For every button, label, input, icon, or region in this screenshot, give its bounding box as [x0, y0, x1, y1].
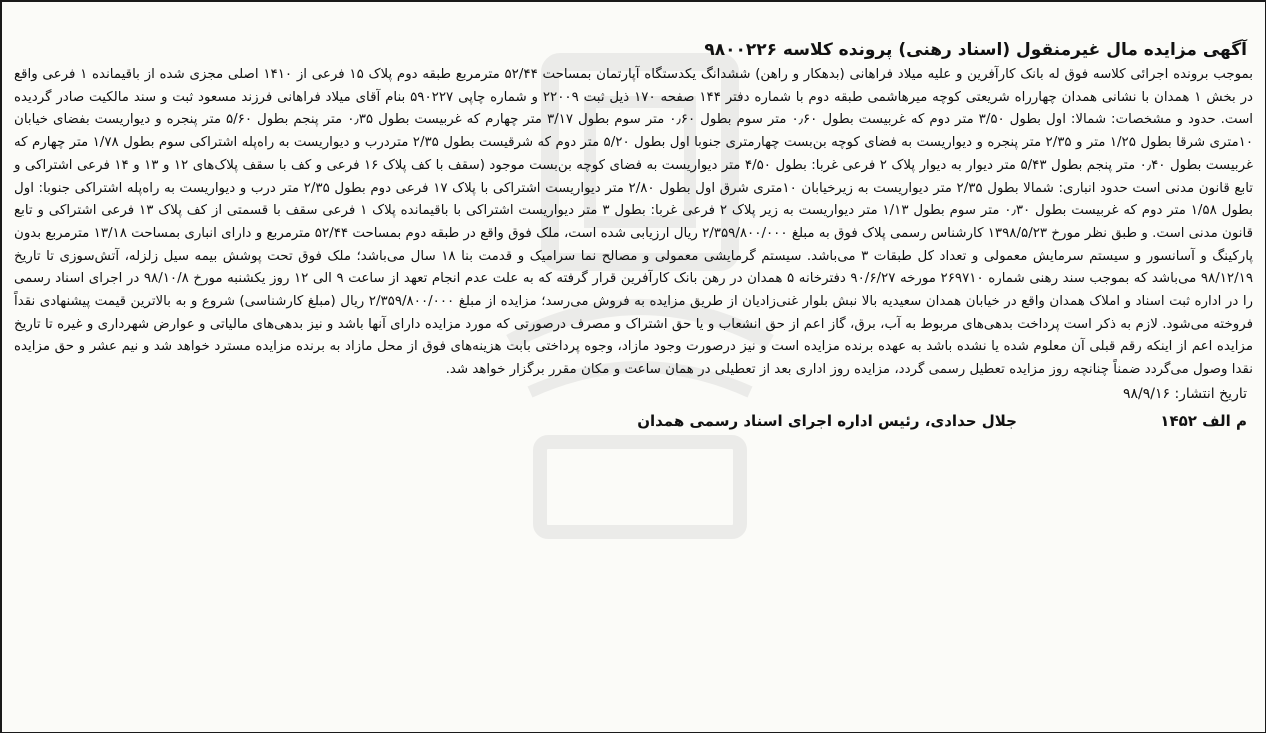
publish-date: تاریخ انتشار: ۹۸/۹/۱۶ — [1122, 385, 1247, 402]
notice-footer — [12, 407, 1255, 435]
auction-notice — [12, 36, 1255, 435]
notice-body: بموجب برونده اجرائی کلاسه فوق له بانک کارآفرین و علیه میلاد فراهانی (بدهکار و راهن) ششدانگ یکدستگاه آپارتمان بمساحت ۵۲/۴۴ مترمربع طبقه دوم پلاک ۱۵ فرعی از ۱۴۱۰ اصلی مجزی شده از باقیمانده ۱ فرعی واقع در بخش ۱ همدان با نشانی همدان چهارراه شریعتی کوچه میرهاشمی طبقه دوم با شماره دفتر ۱۴۴ صفحه ۱۷۰ ذیل ثبت ۲۲۰۰۹ و شماره چاپی ۵۹۰۲۲۷ بنام آقای میلاد فراهانی فرزند مسعود ثبت و سند مالکیت صادر گردیده است. حدود و مشخصات: شمالا: اول بطول ۳/۵۰ متر دوم که غربیست بطول ۰٫۶۰ متر سوم بطول ۰٫۶۰ متر سوم بطول ۳/۱۷ متر چهارم که غربیست بطول ۰٫۳۵ متر پنجم بطول ۵/۶۰ متر پنجره و دیواریست بفضای خیابان ۱۰متری شرقا بطول ۱/۲۵ متر و ۲/۳۵ متر پنجره و دیواریست به فضای کوچه بن‌بست چهارمتری جنوبا اول بطول ۵/۲۰ متر دوم که شرقیست بطول ۲/۳۵ متردرب و دیواریست به راه‌پله اشتراکی سوم بطول ۱/۷۸ متر چهارم که غربیست بطول ۰٫۴۰ متر پنجم بطول ۵/۴۳ متر دیوار به دیوار پلاک ۲ فرعی غربا: بطول ۴/۵۰ متر دیواریست به فضای کوچه بن‌بست موجود (سقف با کف پلاک ۱۶ فرعی و کف با سقف پلاک‌های ۱۲ و ۱۳ و ۱۴ فرعی اشتراکی و تابع قانون مدنی است حدود انباری: شمالا بطول ۲/۳۵ متر دیواریست به زیرخیابان ۱۰متری شرق اول بطول ۲/۸۰ متر دیواریست اشتراکی با پلاک ۱۷ فرعی دوم بطول ۲/۳۵ متر درب و دیواریست به راه‌پله اشتراکی جنوبا: اول بطول ۱/۵۸ متر دوم که غربیست بطول ۰٫۳۰ متر سوم بطول ۱/۱۳ متر دیواریست به زیر پلاک ۲ فرعی غربا: بطول ۳ متر دیواریست اشتراکی با باقیمانده پلاک ۱ فرعی سقف با قسمتی از کف پلاک ۱۳ فرعی اشتراکی و تابع قانون مدنی است. و طبق نظر مورخ ۱۳۹۸/۵/۲۳ کارشناس رسمی پلاک فوق به مبلغ ۲/۳۵۹/۸۰۰/۰۰۰ ریال ارزیابی شده است، ملک فوق واقع در طبقه دوم بمساحت ۵۲/۴۴ مترمربع و دارای انباری بمساحت ۱۳/۱۸ مترمربع بدون پارکینگ و آسانسور و سیستم سرمایش معمولی و تعداد کل طبقات ۳ می‌باشد. سیستم گرمایشی معمولی و مصالح نما سرامیک و قدمت بنا ۱۸ سال می‌باشد؛ ملک فوق تحت پوشش بیمه سیل زلزله، آتش‌سوزی تا تاریخ ۹۸/۱۲/۱۹ می‌باشد که بموجب سند رهنی شماره ۲۶۹۷۱۰ مورخه ۹۰/۶/۲۷ دفترخانه ۵ همدان در رهن بانک کارآفرین قرار گرفته که به علت عدم انجام تعهد از ساعت ۹ الی ۱۲ روز یکشنبه مورخ ۹۸/۱۰/۸ در اجرای اسناد رسمی را در اداره ثبت اسناد و املاک همدان واقع در خیابان همدان سعیدیه بالا نبش بلوار غنی‌زادیان از طریق مزایده به فروش می‌رسد؛ مزایده از مبلغ ۲/۳۵۹/۸۰۰/۰۰۰ ریال (مبلغ کارشناسی) شروع و به بالاترین قیمت پیشنهادی نقداً فروخته می‌شود. لازم به ذکر است پرداخت بدهی‌های مربوط به آب، برق، گاز اعم از حق انشعاب و یا حق اشتراک و مصرف درصورتی که مورد مزایده دارای آنها باشد و نیز بدهی‌های مالیاتی و عوارض شهرداری و غیره تا تاریخ مزایده اعم از اینکه رقم قبلی آن معلوم شده یا نشده باشد به عهده برنده مزایده است و نیز درصورت وجود مازاد، وجوه پرداختی بابت هزینه‌های فوق از محل مازاد به برنده مزایده مسترد خواهد شد و نیم عشر و حق مزایده نقدا وصول می‌گردد ضمناً چنانچه روز مزایده تعطیل رسمی گردد، مزایده روز اداری بعد از تعطیلی در همان ساعت و مکان مقرر برگزار خواهد شد. — [14, 67, 1254, 378]
notice-code: م الف ۱۴۵۲ — [1160, 411, 1247, 430]
notice-title: آگهی مزایده مال غیرمنقول (اسناد رهنی) پرونده کلاسه ۹۸۰۰۲۲۶ — [704, 40, 1247, 60]
signatory: جلال حدادی، رئیس اداره اجرای اسناد رسمی همدان — [637, 411, 1017, 430]
